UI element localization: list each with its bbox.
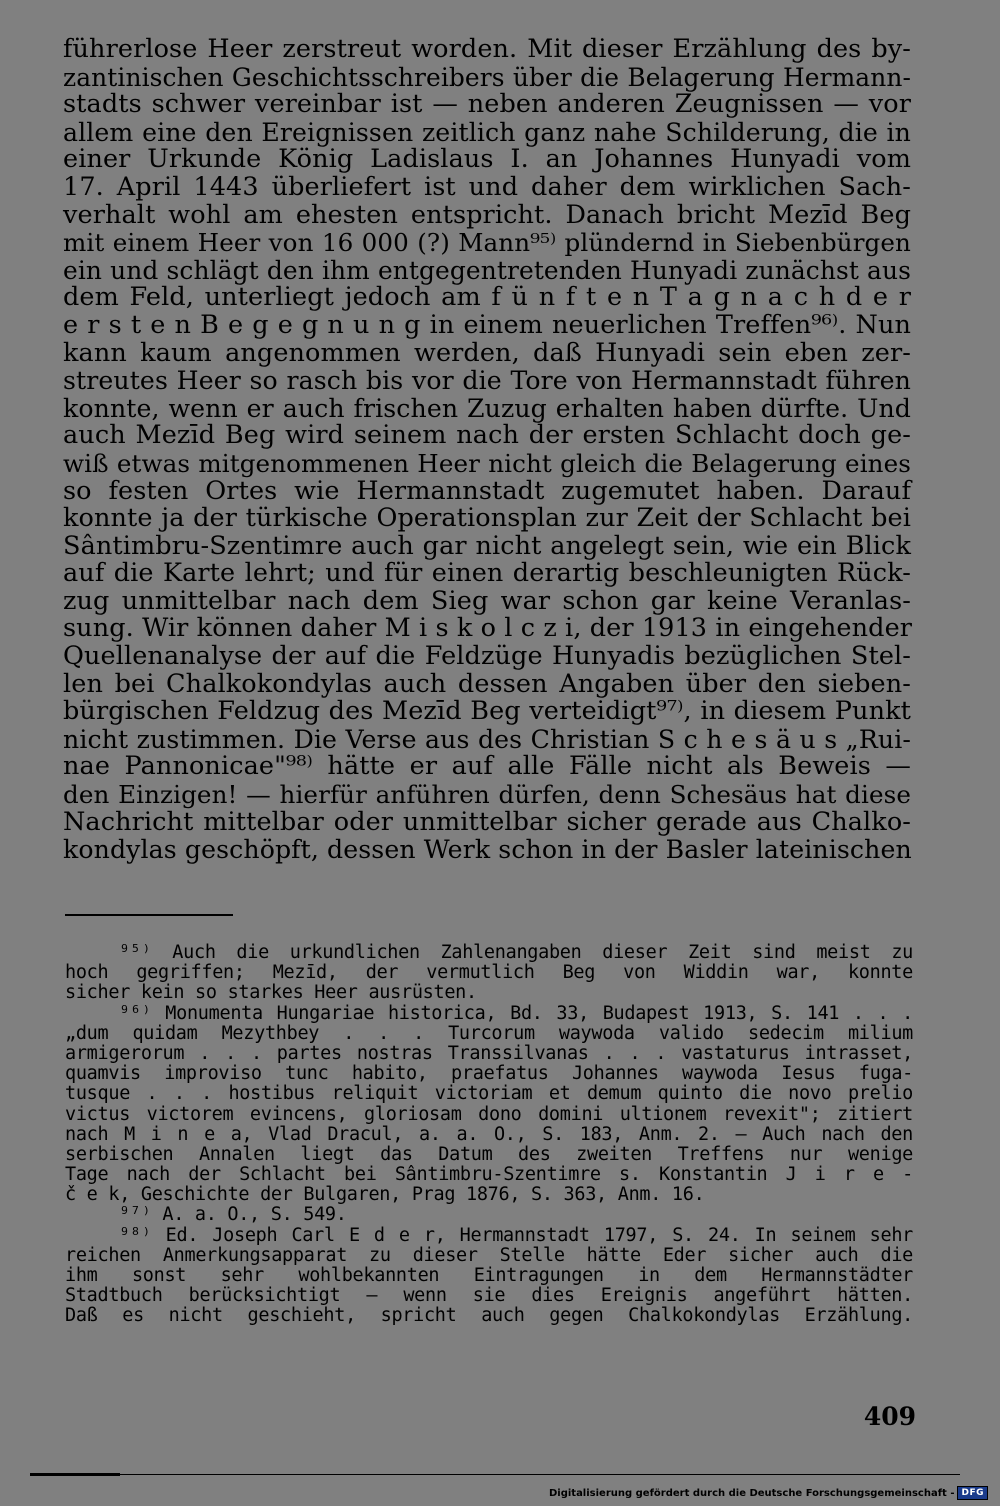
footnote-line: sicher kein so starkes Heer ausrüsten. <box>65 982 477 1004</box>
footnote-line: nach M i n e a, Vlad Dracul, a. a. O., S. 183, Anm. 2. — Auch nach den <box>65 1123 913 1145</box>
footnotes-section <box>65 943 913 1327</box>
body-text-line: kondylas geschöpft, dessen Werk schon in der Basler lateinischen <box>63 835 912 865</box>
footnote-line: victus victorem evincens, gloriosam dono domini ultionem revexit"; zitiert <box>65 1103 913 1125</box>
body-text-line: ein und schlägt den ihm entgegentretenden Hunyadi zunächst aus <box>63 255 911 285</box>
body-text-line: nae Pannonicae"⁹⁸⁾ hätte er auf alle Fälle nicht als Beweis — <box>63 751 911 782</box>
body-text-line: zug unmittelbar nach dem Sieg war schon gar keine Veranlas- <box>63 585 911 616</box>
footnote-line: Stadtbuch berücksichtigt — wenn sie dies Ereignis angeführt hätten. <box>65 1285 913 1307</box>
body-text-line: wiß etwas mitgenommenen Heer nicht gleich die Belagerung eines <box>63 448 911 478</box>
body-text-line: sung. Wir können daher M i s k o l c z i, der 1913 in eingehender <box>63 613 913 644</box>
body-text-line: nicht zustimmen. Die Verse aus des Christian S c h e s ä u s „Rui- <box>63 724 911 754</box>
footnote-line: č e k, Geschichte der Bulgaren, Prag 1876, S. 363, Anm. 16. <box>65 1184 705 1206</box>
body-text-line: führerlose Heer zerstreut worden. Mit dieser Erzählung des by- <box>63 34 911 64</box>
page-number: 409 <box>863 1402 916 1431</box>
body-text-line: den Einzigen! — hierfür anführen dürfen, denn Schesäus hat diese <box>63 780 911 810</box>
footnote-line: armigerorum . . . partes nostras Transsilvanas . . . vastaturus intrasset, <box>65 1042 913 1064</box>
footnote-line: ⁹⁶⁾ Monumenta Hungariae historica, Bd. 33, Budapest 1913, S. 141 . . . <box>119 1002 913 1024</box>
footnote-line: „dum quidam Mezythbey . . . Turcorum waywoda valido sedecim milium <box>65 1022 913 1044</box>
footnote-line: ⁹⁷⁾ A. a. O., S. 549. <box>119 1204 347 1226</box>
body-text-line: konnte ja der türkische Operationsplan zur Zeit der Schlacht bei <box>63 503 911 534</box>
body-text-line: mit einem Heer von 16 000 (?) Mann⁹⁵⁾ plündernd in Siebenbürgen <box>63 228 911 258</box>
footnote-line: Daß es nicht geschieht, spricht auch gegen Chalkokondylas Erzählung. <box>65 1305 913 1327</box>
body-text-line: Quellenanalyse der auf die Feldzüge Hunyadis bezüglichen Stel- <box>63 641 911 672</box>
footnote-line: serbischen Annalen liegt das Datum des zweiten Treffens nur wenige <box>65 1143 913 1165</box>
dfg-logo: DFG <box>957 1486 988 1500</box>
digitization-credit-text: Digitalisierung gefördert durch die Deutsche Forschungsgemeinschaft - <box>548 1487 955 1499</box>
footnote-line: ⁹⁵⁾ Auch die urkundlichen Zahlenangaben dieser Zeit sind meist zu <box>119 942 913 963</box>
footnote-separator <box>65 914 233 916</box>
main-body-text <box>63 36 911 864</box>
body-text-line: so festen Ortes wie Hermannstadt zugemutet haben. Darauf <box>63 475 911 506</box>
body-text-line: einer Urkunde König Ladislaus I. an Johannes Hunyadi vom <box>63 144 911 175</box>
body-text-line: dem Feld, unterliegt jedoch am f ü n f t e n T a g n a c h d e r <box>63 282 911 313</box>
body-text-line: konnte, wenn er auch frischen Zuzug erhalten haben dürfte. Und <box>63 393 911 423</box>
footnote-line: ihm sonst sehr wohlbekannten Eintragungen in dem Hermannstädter <box>65 1265 913 1286</box>
digitization-credit <box>549 1486 988 1500</box>
body-text-line: allem eine den Ereignissen zeitlich ganz nahe Schilderung, die in <box>63 117 911 147</box>
body-text-line: Nachricht mittelbar oder unmittelbar sicher gerade aus Chalko- <box>63 806 911 837</box>
body-text-line: verhalt wohl am ehesten entspricht. Danach bricht Mezīd Beg <box>63 199 911 230</box>
footnote-line: hoch gegriffen; Mezīd, der vermutlich Beg von Widdin war, konnte <box>65 962 913 984</box>
body-text-line: zantinischen Geschichtsschreibers über die Belagerung Hermann- <box>63 62 911 92</box>
body-text-line: len bei Chalkokondylas auch dessen Angaben über den sieben- <box>63 668 911 699</box>
body-text-line: auch Mezīd Beg wird seinem nach der ersten Schlacht doch ge- <box>63 420 911 451</box>
body-text-line: e r s t e n B e g e g n u n g in einem neuerlichen Treffen⁹⁶⁾. Nun <box>63 309 911 340</box>
footnote-line: quamvis improviso tunc habito, praefatus Johannes waywoda Iesus fuga- <box>65 1063 913 1085</box>
footnote-line: Tage nach der Schlacht bei Sântimbru-Szentimre s. Konstantin J i r e - <box>65 1164 913 1186</box>
footnote-line: reichen Anmerkungsapparat zu dieser Stelle hätte Eder sicher auch die <box>65 1244 913 1266</box>
footnote-line: tusque . . . hostibus reliquit victoriam et demum quinto die novo prelio <box>65 1083 913 1105</box>
bottom-rule <box>30 1474 960 1475</box>
body-text-line: stadts schwer vereinbar ist — neben anderen Zeugnissen — vor <box>63 89 911 120</box>
body-text-line: bürgischen Feldzug des Mezīd Beg verteidigt⁹⁷⁾, in diesem Punkt <box>63 696 911 727</box>
body-text-line: Sântimbru-Szentimre auch gar nicht angelegt sein, wie ein Blick <box>63 530 911 561</box>
body-text-line: kann kaum angenommen werden, daß Hunyadi sein eben zer- <box>63 337 911 368</box>
body-text-line: streutes Heer so rasch bis vor die Tore von Hermannstadt führen <box>63 366 911 396</box>
footnote-line: ⁹⁸⁾ Ed. Joseph Carl E d e r, Hermannstadt 1797, S. 24. In seinem sehr <box>119 1224 913 1246</box>
body-text-line: auf die Karte lehrt; und für einen derartig beschleunigten Rück- <box>63 558 911 589</box>
body-text-line: 17. April 1443 überliefert ist und daher dem wirklichen Sach- <box>63 171 911 202</box>
